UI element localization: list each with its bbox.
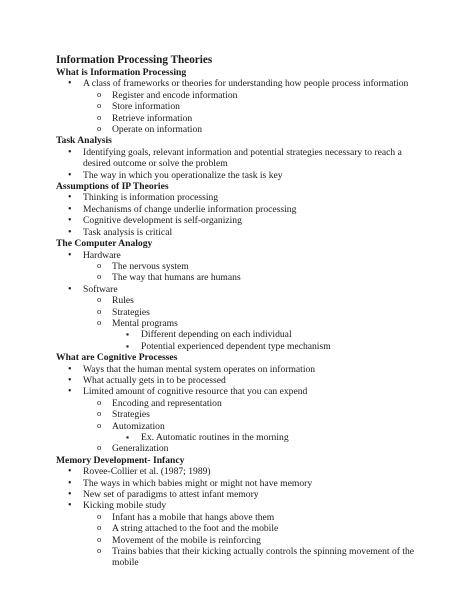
list-item: • The way in which you operationalize the task is key — [56, 170, 424, 181]
document-title: Information Processing Theories — [56, 54, 213, 66]
list-item: • Kicking mobile study — [56, 500, 424, 511]
list-item: • Ways that the human mental system operates on information — [56, 364, 424, 375]
list-item: o Retrieve information — [56, 113, 424, 124]
list-item: • Hardware — [56, 250, 424, 261]
section-heading: Memory Development- Infancy — [56, 454, 185, 466]
document-body — [56, 67, 424, 569]
list-item: o Encoding and representation — [56, 398, 424, 409]
section-heading: What are Cognitive Processes — [56, 352, 178, 364]
bullet-list — [56, 250, 424, 353]
bullet-list — [56, 78, 424, 135]
list-item: • Identifying goals, relevant information and potential strategies necessary to reach a desired outcome or solve the problem — [56, 147, 424, 170]
list-item: • Cognitive development is self-organizing — [56, 215, 424, 226]
list-item: o Operate on information — [56, 124, 424, 135]
list-item: o Movement of the mobile is reinforcing — [56, 535, 424, 546]
list-item: ▪ Ex. Automatic routines in the morning — [56, 432, 424, 443]
section-heading: Task Analysis — [56, 135, 112, 147]
list-item: o Automization — [56, 421, 424, 432]
list-item: o Infant has a mobile that hangs above them — [56, 512, 424, 523]
section-heading: Assumptions of IP Theories — [56, 181, 169, 193]
bullet-list — [56, 147, 424, 181]
list-item: • Mechanisms of change underlie information processing — [56, 204, 424, 215]
section-heading: The Computer Analogy — [56, 238, 153, 250]
list-item: • Limited amount of cognitive resource that you can expend — [56, 386, 424, 397]
list-item: o Generalization — [56, 443, 424, 454]
list-item: • A class of frameworks or theories for understanding how people process information — [56, 78, 424, 89]
list-item: • Task analysis is critical — [56, 227, 424, 238]
document-page — [56, 54, 424, 569]
list-item: o Rules — [56, 295, 424, 306]
list-item: o The way that humans are humans — [56, 272, 424, 283]
list-item: • The ways in which babies might or might not have memory — [56, 478, 424, 489]
list-item: • What actually gets in to be processed — [56, 375, 424, 386]
list-item: o A string attached to the foot and the mobile — [56, 523, 424, 534]
list-item: o Store information — [56, 101, 424, 112]
list-item: • Software — [56, 284, 424, 295]
list-item: o Mental programs — [56, 318, 424, 329]
list-item: • Rovee-Collier et al. (1987; 1989) — [56, 466, 424, 477]
list-item: o Strategies — [56, 307, 424, 318]
bullet-list — [56, 466, 424, 569]
list-item: ▪ Potential experienced dependent type mechanism — [56, 341, 424, 352]
bullet-list — [56, 192, 424, 238]
list-item: o Trains babies that their kicking actually controls the spinning movement of the mobile — [56, 546, 424, 569]
list-item: • Thinking is information processing — [56, 192, 424, 203]
list-item: o Strategies — [56, 409, 424, 420]
list-item: o The nervous system — [56, 261, 424, 272]
list-item: o Register and encode information — [56, 90, 424, 101]
list-item: • New set of paradigms to attest infant memory — [56, 489, 424, 500]
bullet-list — [56, 364, 424, 455]
list-item: ▪ Different depending on each individual — [56, 329, 424, 340]
section-heading: What is Information Processing — [56, 67, 187, 78]
